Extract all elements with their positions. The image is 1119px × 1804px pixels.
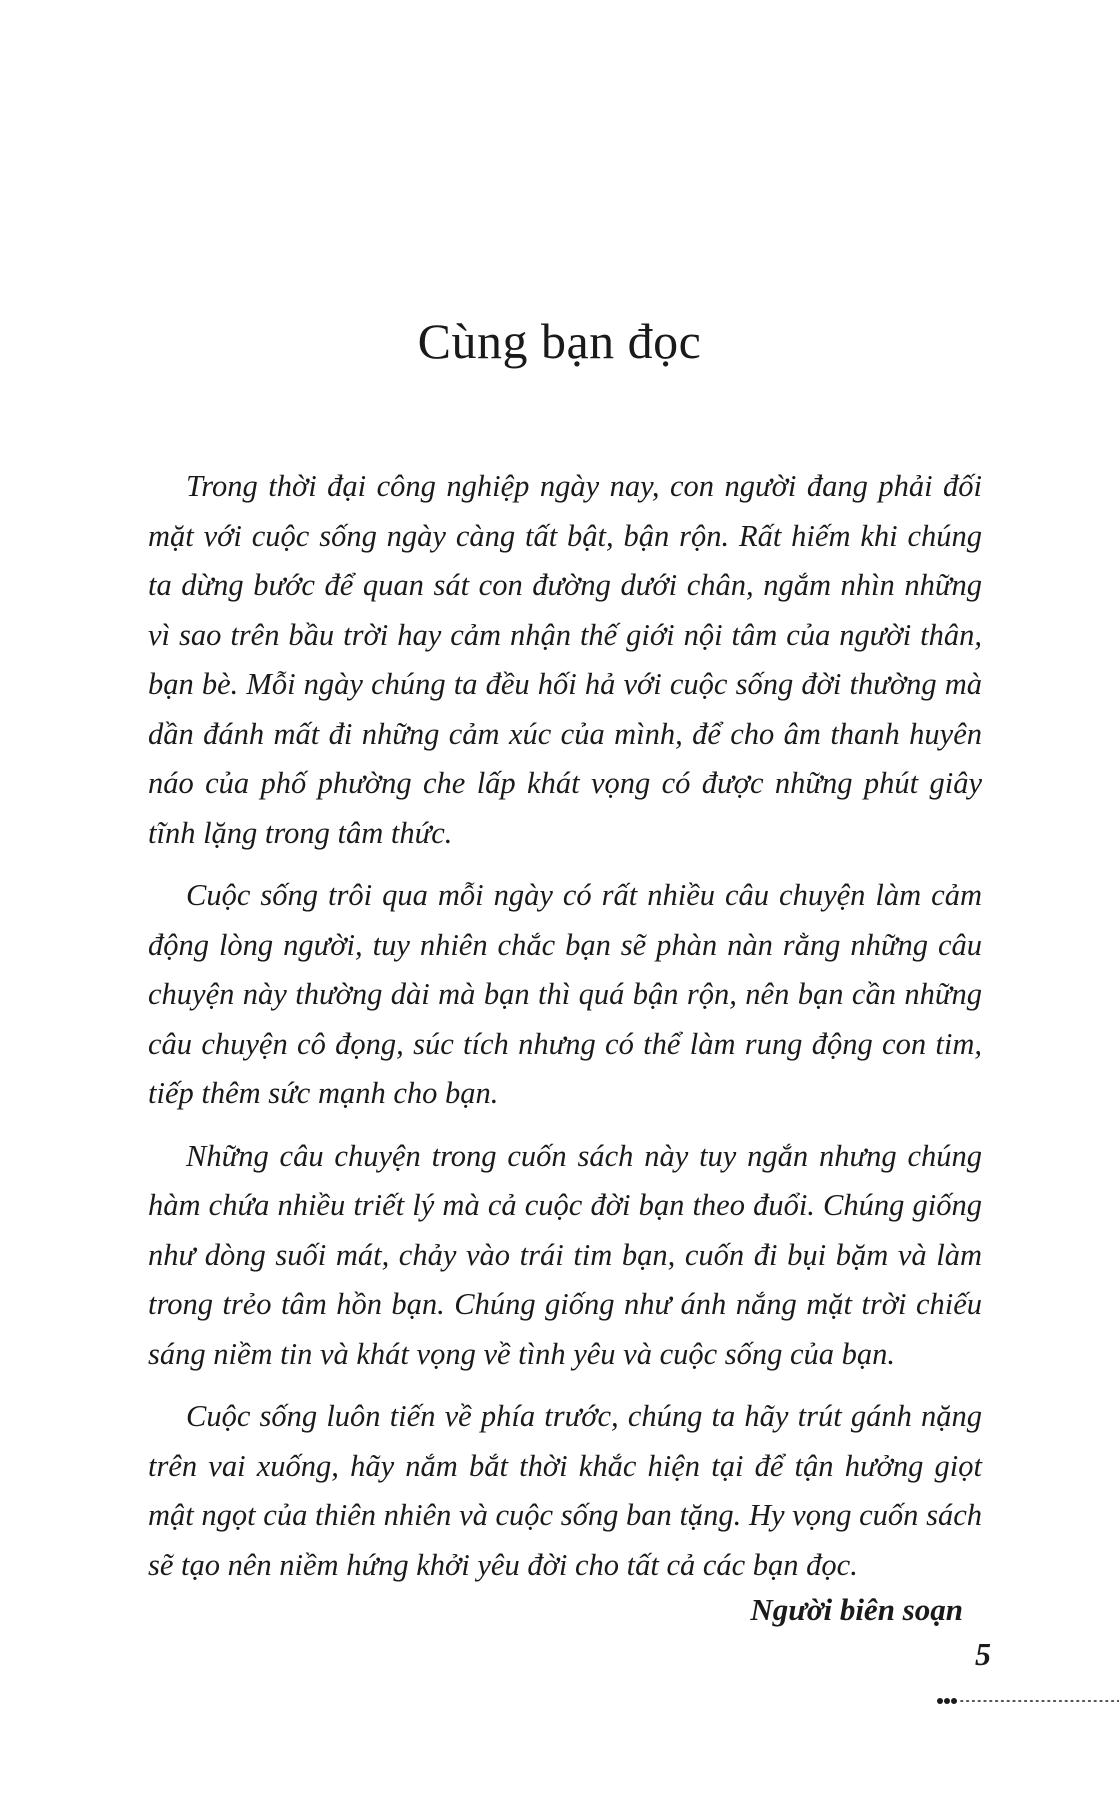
paragraph-1: Trong thời đại công nghiệp ngày nay, con người đang phải đối mặt với cuộc sống ngày càng tất bật, bận rộn. Rất hiếm khi chúng ta dừng bước để quan sát con đường dưới chân, ngắm nhìn những vì sao trên bầu trời hay cảm nhận thế giới nội tâm của người thân, bạn bè. Mỗi ngày chúng ta đều hối hả với cuộc sống đời thường mà dần đánh mất đi những cảm xúc của mình, để cho âm thanh huyên náo của phố phường che lấp khát vọng có được những phút giây tĩnh lặng trong tâm thức.	[148, 469, 982, 850]
dotted-rule-ornament	[936, 1697, 1119, 1705]
paragraph-2: Cuộc sống trôi qua mỗi ngày có rất nhiều câu chuyện làm cảm động lòng người, tuy nhiên chắc bạn sẽ phàn nàn rằng những câu chuyện này thường dài mà bạn thì quá bận rộn, nên bạn cần những câu chuyện cô đọng, súc tích nhưng có thể làm rung động con tim, tiếp thêm sức mạnh cho bạn.	[148, 878, 982, 1110]
paragraph-4: Cuộc sống luôn tiến về phía trước, chúng ta hãy trút gánh nặng trên vai xuống, hãy nắm bắt thời khắc hiện tại để tận hưởng giọt mật ngọt của thiên nhiên và cuộc sống ban tặng. Hy vọng cuốn sách sẽ tạo nên niềm hứng khởi yêu đời cho tất cả các bạn đọc.	[148, 1399, 982, 1582]
signature: Người biên soạn	[750, 1592, 963, 1627]
page-title: Cùng bạn đọc	[417, 313, 702, 369]
page-number: 5	[975, 1636, 991, 1672]
paragraph-3: Những câu chuyện trong cuốn sách này tuy ngắn nhưng chúng hàm chứa nhiều triết lý mà cả cuộc đời bạn theo đuổi. Chúng giống như dòng suối mát, chảy vào trái tim bạn, cuốn đi bụi bặm và làm trong trẻo tâm hồn bạn. Chúng giống như ánh nắng mặt trời chiếu sáng niềm tin và khát vọng về tình yêu và cuộc sống của bạn.	[148, 1138, 982, 1371]
body-text	[148, 462, 982, 1603]
